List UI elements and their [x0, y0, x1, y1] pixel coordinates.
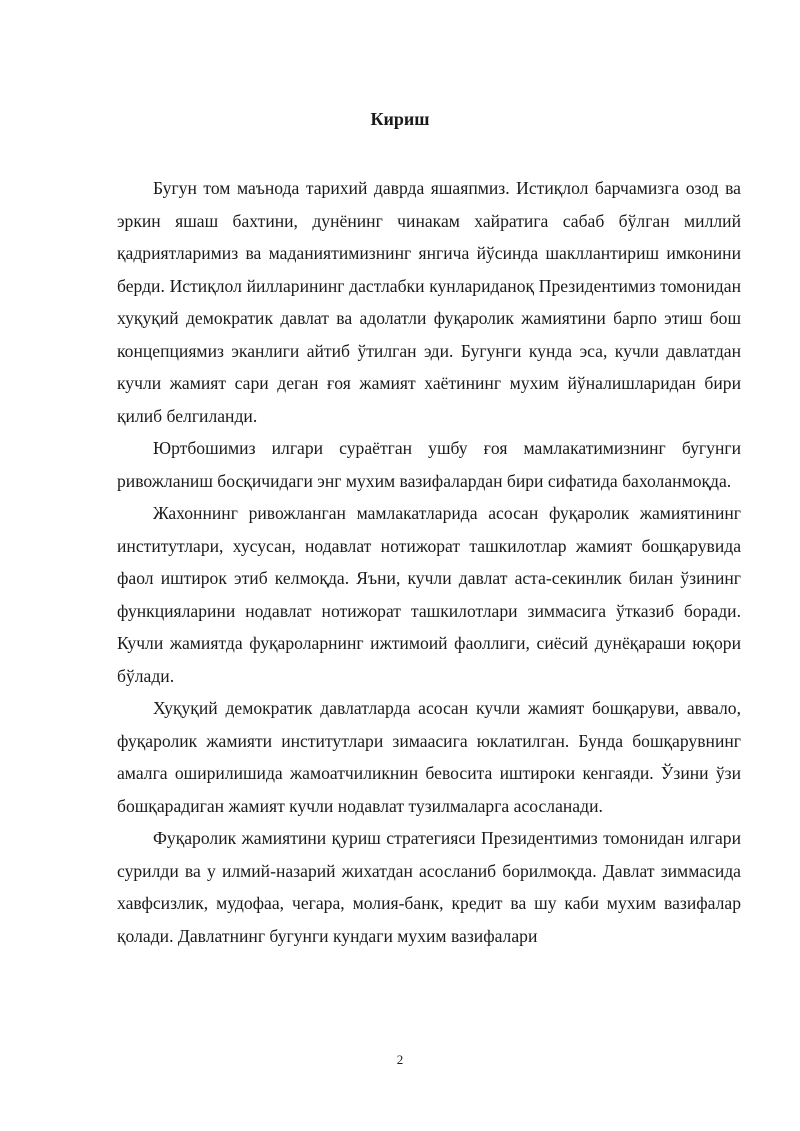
paragraph-1: Бугун том маънода тарихий даврда яшаяпмиз. Истиқлол барчамизга озод ва эркин яшаш бахтини, дунёнинг чинакам хайратига сабаб бўлган миллий қадриятларимиз ва маданиятимизнинг янгича йўсинда шакллантириш имконини берди. Истиқлол йилларининг дастлабки кунлариданоқ Президентимиз томонидан хуқуқий демократик давлат ва адолатли фуқаролик жамиятини барпо этиш бош концепциямиз эканлиги айтиб ўтилган эди. Бугунги кунда эса, кучли давлатдан кучли жамият сари деган ғоя жамият хаётининг мухим йўналишларидан бири қилиб белгиланди.	[117, 178, 741, 426]
page-number: 2	[396, 1052, 404, 1067]
paragraph-3: Жахоннинг ривожланган мамлакатларида асосан фуқаролик жамиятининг институтлари, хусусан, нодавлат нотижорат ташкилотлар жамият бошқарувида фаол иштирок этиб келмоқда. Яъни, кучли давлат аста-секинлик билан ўзининг функцияларини нодавлат нотижорат ташкилотлари зиммасига ўтказиб боради. Кучли жамиятда фуқароларнинг ижтимоий фаоллиги, сиёсий дунёқараши юқори бўлади.	[117, 503, 741, 686]
paragraph-5: Фуқаролик жамиятини қуриш стратегияси Президентимиз томонидан илгари сурилди ва у илмий-назарий жихатдан асосланиб борилмоқда. Давлат зиммасида хавфсизлик, мудофаа, чегара, молия-банк, кредит ва шу каби мухим вазифалар қолади. Давлатнинг бугунги кундаги мухим вазифалари	[117, 828, 741, 946]
paragraph-2: Юртбошимиз илгари сураётган ушбу ғоя мамлакатимизнинг бугунги ривожланиш босқичидаги энг мухим вазифалардан бири сифатида бахоланмоқда.	[117, 438, 741, 491]
paragraph-4: Хуқуқий демократик давлатларда асосан кучли жамият бошқаруви, аввало, фуқаролик жамияти институтлари зимаасига юклатилган. Бунда бошқарувнинг амалга оширилишида жамоатчиликнин бевосита иштироки кенгаяди. Ўзини ўзи бошқарадиган жамият кучли нодавлат тузилмаларга асосланади.	[117, 698, 741, 816]
page-title: Кириш	[370, 109, 430, 129]
body-text	[117, 172, 741, 952]
